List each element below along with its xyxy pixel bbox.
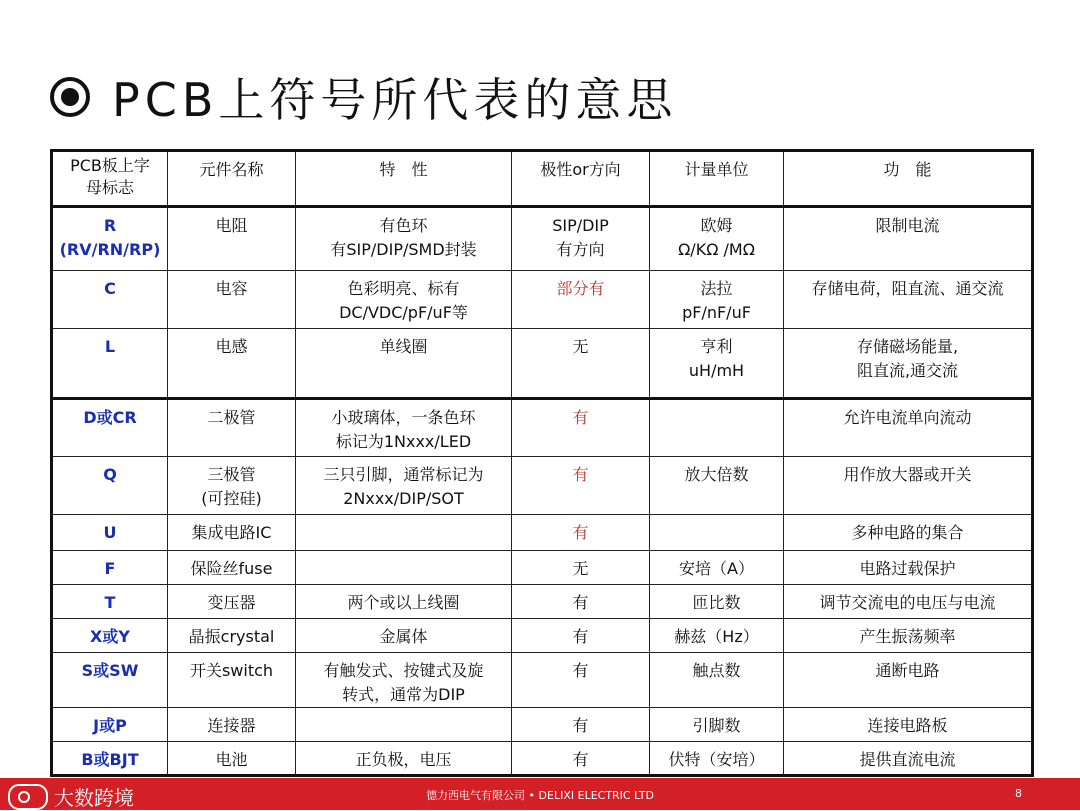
- polarity-cell: 有: [512, 515, 650, 551]
- feature-cell: [296, 551, 512, 585]
- code-cell: X或Y: [52, 619, 168, 653]
- header-cell-function: 功 能: [784, 151, 1033, 207]
- table-row: [52, 653, 1033, 708]
- header-cell-code: PCB板上字母标志: [52, 151, 168, 207]
- unit-cell: 安培（A）: [650, 551, 784, 585]
- code-cell: D或CR: [52, 399, 168, 457]
- function-cell: 允许电流单向流动: [784, 399, 1033, 457]
- code-cell: U: [52, 515, 168, 551]
- code-cell: B或BJT: [52, 742, 168, 776]
- feature-cell: 单线圈: [296, 329, 512, 399]
- code-cell: S或SW: [52, 653, 168, 708]
- feature-cell: 正负极，电压: [296, 742, 512, 776]
- slide-title: [50, 62, 677, 132]
- code-cell: J或P: [52, 708, 168, 742]
- table-row: [52, 271, 1033, 329]
- slide-title-text: PCB上符号所代表的意思: [112, 73, 678, 127]
- feature-cell: 有色环 有SIP/DIP/SMD封装: [296, 207, 512, 271]
- feature-cell: 两个或以上线圈: [296, 585, 512, 619]
- header-cell-unit: 计量单位: [650, 151, 784, 207]
- footer-bar: [0, 778, 1080, 810]
- unit-cell: 匝比数: [650, 585, 784, 619]
- unit-cell: 引脚数: [650, 708, 784, 742]
- polarity-cell: 有: [512, 653, 650, 708]
- name-cell: 集成电路IC: [168, 515, 296, 551]
- table-row: [52, 207, 1033, 271]
- function-cell: 用作放大器或开关: [784, 457, 1033, 515]
- code-cell: T: [52, 585, 168, 619]
- function-cell: 存储磁场能量, 阻直流,通交流: [784, 329, 1033, 399]
- table-row: [52, 585, 1033, 619]
- feature-cell: 三只引脚，通常标记为 2Nxxx/DIP/SOT: [296, 457, 512, 515]
- name-cell: 连接器: [168, 708, 296, 742]
- function-cell: 通断电路: [784, 653, 1033, 708]
- header-cell-polarity: 极性or方向: [512, 151, 650, 207]
- table-row: [52, 551, 1033, 585]
- polarity-cell: 无: [512, 329, 650, 399]
- feature-cell: 金属体: [296, 619, 512, 653]
- feature-cell: 小玻璃体，一条色环 标记为1Nxxx/LED: [296, 399, 512, 457]
- double-circle-icon: [50, 77, 90, 117]
- name-cell: 电池: [168, 742, 296, 776]
- unit-cell: 赫兹（Hz）: [650, 619, 784, 653]
- function-cell: 连接电路板: [784, 708, 1033, 742]
- table-row: [52, 329, 1033, 399]
- code-cell: L: [52, 329, 168, 399]
- table-row: [52, 399, 1033, 457]
- function-cell: 电路过载保护: [784, 551, 1033, 585]
- name-cell: 晶振crystal: [168, 619, 296, 653]
- table-row: [52, 742, 1033, 776]
- name-cell: 保险丝fuse: [168, 551, 296, 585]
- feature-cell: 色彩明亮、标有 DC/VDC/pF/uF等: [296, 271, 512, 329]
- name-cell: 电感: [168, 329, 296, 399]
- unit-cell: 放大倍数: [650, 457, 784, 515]
- feature-cell: 有触发式、按键式及旋 转式，通常为DIP: [296, 653, 512, 708]
- table-row: [52, 515, 1033, 551]
- code-cell: F: [52, 551, 168, 585]
- polarity-cell: 有: [512, 708, 650, 742]
- feature-cell: [296, 708, 512, 742]
- name-cell: 三极管 (可控硅): [168, 457, 296, 515]
- function-cell: 调节交流电的电压与电流: [784, 585, 1033, 619]
- table-row: [52, 619, 1033, 653]
- polarity-cell: 有: [512, 619, 650, 653]
- polarity-cell: 有: [512, 742, 650, 776]
- polarity-cell: 无: [512, 551, 650, 585]
- company-name: 德力西电气有限公司 • DELIXI ELECTRIC LTD: [426, 789, 654, 802]
- function-cell: 限制电流: [784, 207, 1033, 271]
- code-cell: C: [52, 271, 168, 329]
- polarity-cell: SIP/DIP 有方向: [512, 207, 650, 271]
- function-cell: 产生振荡频率: [784, 619, 1033, 653]
- name-cell: 电阻: [168, 207, 296, 271]
- code-cell: R (RV/RN/RP): [52, 207, 168, 271]
- feature-cell: [296, 515, 512, 551]
- function-cell: 提供直流电流: [784, 742, 1033, 776]
- table-row: [52, 708, 1033, 742]
- name-cell: 变压器: [168, 585, 296, 619]
- unit-cell: [650, 515, 784, 551]
- polarity-cell: 有: [512, 585, 650, 619]
- brand-text: 大数跨境: [54, 786, 134, 810]
- page-number: 8: [1015, 787, 1022, 800]
- pcb-symbol-table: [50, 149, 1034, 777]
- name-cell: 电容: [168, 271, 296, 329]
- table-header-row: [52, 151, 1033, 207]
- unit-cell: 法拉 pF/nF/uF: [650, 271, 784, 329]
- table-row: [52, 457, 1033, 515]
- polarity-cell: 部分有: [512, 271, 650, 329]
- unit-cell: 亨利 uH/mH: [650, 329, 784, 399]
- name-cell: 二极管: [168, 399, 296, 457]
- unit-cell: 触点数: [650, 653, 784, 708]
- polarity-cell: 有: [512, 457, 650, 515]
- polarity-cell: 有: [512, 399, 650, 457]
- unit-cell: [650, 399, 784, 457]
- unit-cell: 伏特（安培）: [650, 742, 784, 776]
- unit-cell: 欧姆 Ω/KΩ /MΩ: [650, 207, 784, 271]
- function-cell: 存储电荷，阻直流、通交流: [784, 271, 1033, 329]
- code-cell: Q: [52, 457, 168, 515]
- header-cell-name: 元件名称: [168, 151, 296, 207]
- header-cell-feature: 特 性: [296, 151, 512, 207]
- function-cell: 多种电路的集合: [784, 515, 1033, 551]
- name-cell: 开关switch: [168, 653, 296, 708]
